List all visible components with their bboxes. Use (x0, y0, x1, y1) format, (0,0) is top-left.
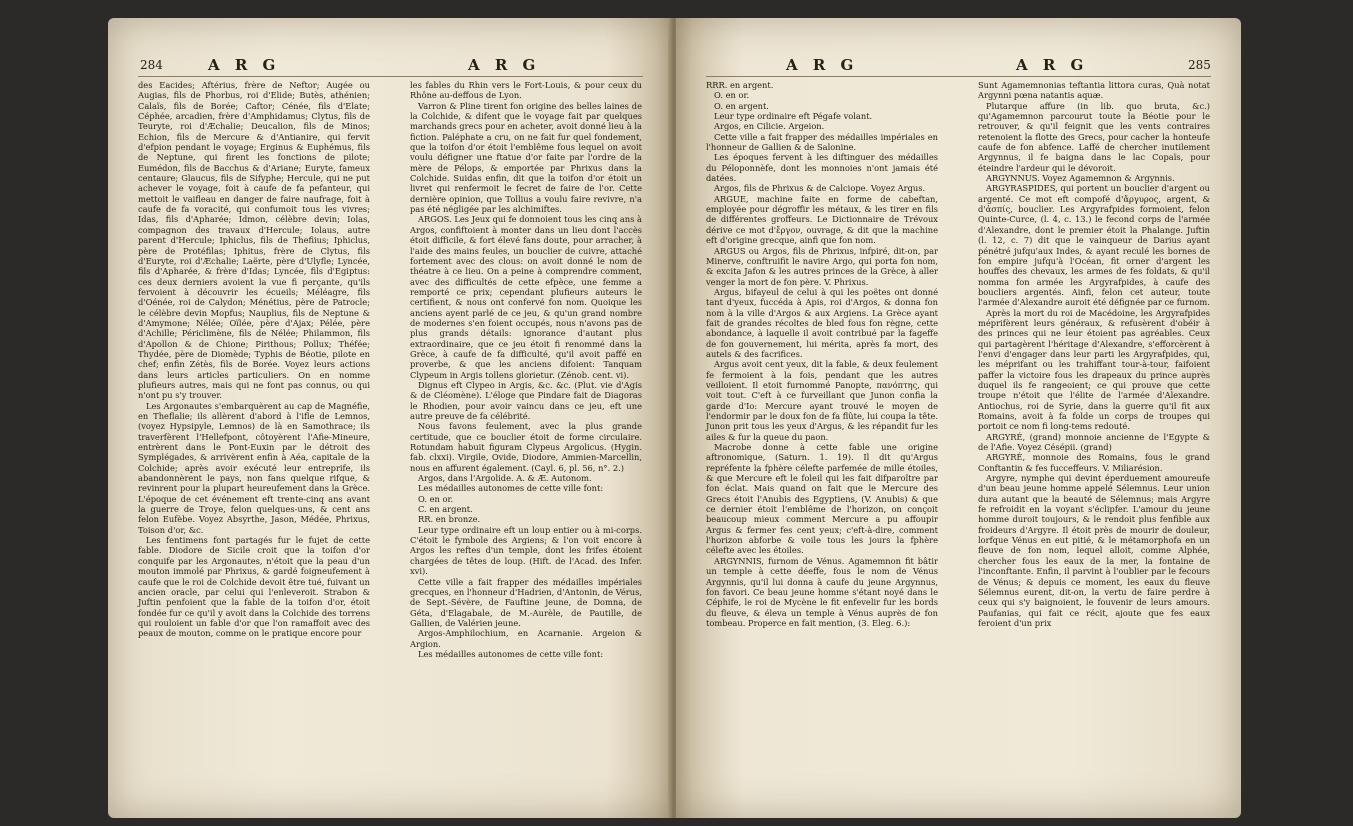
paragraph: ARGUE, machine faite en forme de cabeftan, employée pour dégroffir les métaux, & les tirer en fils de différentes groffeurs. Le Dictionnaire de Trévoux dérive ce mot d'ἔργον, ouvrage, & dit que la machine eft d'origine grecque, ainfi que fon nom. (706, 193, 938, 246)
paragraph: ARGYRASPIDES, qui portent un bouclier d'argent ou argenté. Ce mot eft compofé d'ἄργυρος, argent, & d'ἀσπίς, bouclier. Les Argyrafpides formoient, felon Quinte-Curce, (l. 4, c. 13.) le fecond corps de l'armée d'Alexandre, dont le premier étoit la Phalange. Juftin (l. 12, c. 7) dit que le vainqueur de Darius ayant pénétré jufqu'aux Indes, & ayant reculé les bornes de fon empire jufqu'à l'Océan, fit orner d'argent les houffes des chevaux, les armes de fes foldats, & qu'il nomma fon armée les Argyrafpides, à caufe des boucliers argentés. Ainfi, felon cet auteur, toute l'armée d'Alexandre auroit été défignée par ce furnom. (978, 183, 1210, 308)
paragraph: Argus avoit cent yeux, dit la fable, & deux feulement fe fermoient à la fois, pendant que les autres veilloient. Il etoit furnommé Panopte, πανόπτης, qui voit tout. C'eft à ce furveillant que Junon confia la garde d'Io: Mercure ayant trouvé le moyen de l'endormir par le doux fon de fa flûte, lui coupa la tête. Junon prit tous les yeux d'Argus, & les répandit fur les ailes & fur la queue du paon. (706, 359, 938, 442)
paragraph: ARGYRÉ, (grand) monnoie ancienne de l'Egypte & de l'Afie. Voyez Césépii. (grand) (978, 431, 1210, 453)
paragraph: Leur type ordinaire eft Pégafe volant. (714, 111, 873, 122)
paragraph: ARGYRÉ, monnoie des Romains, fous le grand Conftantin & fes fucceffeurs. V. Miliarésion. (978, 452, 1210, 473)
paragraph: ARGYNNUS. Voyez Agamemnon & Argynnis. (986, 173, 1175, 184)
left-page (108, 18, 673, 818)
paragraph: Nous favons feulement, avec la plus grande certitude, que ce bouclier étoit de forme circulaire. Rotundam habuit figuram Clypeus Argolicus. (Hygin. fab. clxxi). Virgile, Ovide, Diodore, Ammien-Marcellin, nous en affurent également. (Cayl. 6, pl. 56, n°. 2.) (410, 421, 642, 473)
paragraph: O. en or. (418, 493, 454, 504)
paragraph: Argos, fils de Phrixus & de Calciope. Voyez Argus. (714, 183, 926, 194)
paragraph: ARGYNNIS, furnom de Vénus. Agamemnon fit bâtir un temple à cette déeffe, fous le nom de Vénus Argynnis, qu'il lui donna à caufe du jeune Argynnus, fon favori. Ce beau jeune homme s'étant noyé dans le Céphife, le roi de Mycène le fit enfevelir fur les bords du fleuve, & éleva un temple à Vénus auprès de fon tombeau. Properce en fait mention, (3. Eleg. 6.): (706, 555, 938, 628)
left-header-rule (138, 76, 643, 77)
paragraph: C. en argent. (418, 504, 473, 515)
paragraph: Dignus eft Clypeo in Argis, &c. &c. (Plut. vie d'Agis & de Cléomène). L'éloge que Pindare fait de Diagoras le Rhodien, pour avoir vaincu dans ce jeu, eft une autre preuve de fa célébrité. (410, 379, 642, 421)
right-page (676, 18, 1241, 818)
left-running-head-2: A R G (468, 56, 541, 74)
paragraph: O. en or. (714, 90, 750, 101)
paragraph: des Eacides; Aftérius, frère de Neftor; Augée ou Augias, fils de Phorbus, roi d'Elide; Butès, athénien; Calaïs, fils de Borée; Caftor; Cénée, fils d'Elate; Céphée, arcadien, frère d'Amphidamus; Clytus, fils de Teuryte, roi d'Æchalie; Deucalion, fils de Minos; Echion, fils de Mercure & d'Antianire, qui fervit d'efpion pendant le voyage; Erginus & Euphémus, fils de Neptune, qui firent les fonctions de pilote; Eumédon, fils de Bacchus & d'Ariane; Euryte, fameux centaure; Glaucus, fils de Sifyphe; Hercule, qui ne put achever le voyage, foit à caufe de fa pefanteur, qui mettoit le vaifleau en danger de faire naufrage, foit à caufe de fa voracité, qui confumoit tous les vivres; Idas, fils d'Apharée; Idmon, célèbre devin; Iolas, compagnon des travaux d'Hercule; Iolaus, autre parent d'Hercule; Iphiclus, fils de Thefiius; Iphiclus, père de Protéfilas; Iphitus, frère de Clytus, fils d'Euryte, roi d'Æchalie; Laërte, père d'Ulyfle; Lyncée, fils d'Apharée, & frère d'Idas; Lyncée, fils d'Egiptus: ces deux derniers avoient la vue fi perçante, qu'ils fervoient à découvrir les écueils; Méléagre, fils d'Oénée, roi de Calydon; Ménétius, père de Patrocle; le célèbre devin Mopfus; Nauplius, fils de Neptune & d'Amymone; Nélée; Oïlée, père d'Ajax; Pélée, père d'Achille; Périclimène, fils de Nélée; Philammon, fils d'Apollon & de Chione; Pirithous; Pollux; Théfée; Thydée, père de Diomède; Typhis de Béotie, pilote en chef; enfin Zétès, fils de Borée. Voyez leurs actions dans leurs articles particuliers. On en nomme plufieurs autres, mais qui ne font pas connus, ou qui n'ont pu s'y trouver. (138, 80, 370, 401)
left-column-2 (410, 80, 642, 659)
paragraph: Les médailles autonomes de cette ville font: (418, 648, 604, 659)
paragraph: Plutarque affure (in lib. quo bruta, &c.) qu'Agamemnon parcourut toute la Béotie pour le retrouver, & qu'il feignit que les vents contraires retenoient la flotte des Grecs, pour cacher la honteufe caufe de fon abfence. Laffé de chercher inutilement Argynnus, il fe baigna dans le lac Copaïs, pour éteindre l'ardeur qui le dévoroit. (978, 100, 1210, 173)
paragraph: RR. en bronze. (418, 514, 481, 525)
paragraph: Argyre, nymphe qui devint éperduement amoureufe d'un beau jeune homme appelé Sélemnus. Leur union dura autant que la beauté de Sélemnus; mais Argyre fe refroidit en la voyant s'éclipfer. L'amour du jeune homme duroit toujours, & le rendoit plus fenfible aux froideurs d'Argyre. Il étoit près de mourir de douleur, lorfque Vénus en eut pitié, & le métamorphofa en un fleuve de fon nom, lequel alloit, comme Alphée, chercher fous les eaux de la mer, la fontaine de l'inconftante. Enfin, il parvint à l'oublier par le fecours de Vénus; & depuis ce moment, les eaux du fleuve Sélemnus eurent, dit-on, la vertu de faire perdre à ceux qui s'y baignoient, le fouvenir de leurs amours. Paufanias, qui fait ce récit, ajoute que fes eaux feroient d'un prix (978, 473, 1210, 628)
right-running-head-1: A R G (786, 56, 859, 74)
paragraph: Les Argonautes s'embarquèrent au cap de Magnéfie, en Theflalie; ils allèrent d'abord à l'ifle de Lemnos, (voyez Hypsipyle, Lemnos) de là en Samothrace; ils traverfèrent l'Hellefpont, côtoyèrent l'Afie-Mineure, entrèrent dans le Pont-Euxin par le détroit des Symplégades, & arrivèrent enfin à Aéa, capitale de la Colchide; après avoir exécuté leur entreprife, ils abandonnèrent le pays, non fans quelque rifque, & revinrent pour la plupart heureufement dans la Grèce. L'époque de cet événement eft trente-cinq ans avant la guerre de Troye, felon quelques-uns, & cent ans felon Eufèbe. Voyez Absyrthe, Jason, Médée, Phrixus, Toison d'or, &c. (138, 400, 370, 535)
paragraph: Argos, dans l'Argolide. A. & Æ. Autonom. (418, 473, 592, 484)
paragraph: RRR. en argent. (706, 80, 774, 90)
paragraph: Argos-Amphilochium, en Acarnanie. Argeion & Argion. (410, 628, 642, 649)
right-page-number: 285 (1188, 58, 1211, 72)
paragraph: ARGUS ou Argos, fils de Phrixus, infpiré, dit-on, par Minerve, conftruifit le navire Argo, qui porta fon nom, & excita Jafon & les autres princes de la Grèce, à aller venger la mort de fon père. V. Phrixus. (706, 245, 938, 287)
paragraph: Les fentimens font partagés fur le fujet de cette fable. Diodore de Sicile croit que la toifon d'or conquife par les Argonautes, n'étoit que la peau d'un mouton immolé par Phrixus, & gardé foigneufement à caufe que le roi de Colchide devoit être tué, fuivant un ancien oracle, par celui qui l'enleveroit. Strabon & Juftin penfoient que la fable de la toifon d'or, étoit fondée fur ce qu'il y avoit dans la Colchide des torrens qui rouloient un fable d'or que l'on ramaffoit avec des peaux de mouton, comme on le pratique encore pour (138, 535, 370, 639)
left-column-1 (138, 80, 370, 639)
paragraph: ARGOS. Les Jeux qui fe donnoient tous les cinq ans à Argos, confiftoient à monter dans un lieu dont l'accès étoit difficile, & fort élevé fans doute, pour arracher, à l'aide des mains feules, un bouclier de cuivre, attaché fortement avec des clous: on avoit donné le nom de théatre à ce lieu. On a peine à comprendre comment, avec des difficultés de cette efpèce, une femme a remporté ce prix; cependant plufieurs auteurs le certifient, & nous ont confervé fon nom. Quoique les anciens ayent parlé de ce jeu, & qu'un grand nombre de modernes s'en foient occupés, nous n'avons pas de plus grands détails: ignorance d'autant plus extraordinaire, que ce jeu étoit fi renommé dans la Grèce, à caufe de fa difficulté, qu'il avoit paffé en proverbe, & que les anciens difoient: Tanquam Clypeum in Argis tollens glorietur. (Zénob. cent. vi). (410, 214, 642, 380)
paragraph: Leur type ordinaire eft un loup entier ou à mi-corps. C'étoit le fymbole des Argiens; & l'on voit encore à Argos les reftes d'un temple, dont les frifes étoient chargées de têtes de loup. (Hift. de l'Acad. des Infer. xvi). (410, 524, 642, 577)
paragraph: Macrobe donne à cette fable une origine aftronomique, (Saturn. 1. 19). Il dit qu'Argus repréfente la fphère célefte parfemée de mille étoiles, & que Mercure eft le foleil qui les fait difparoître par fon éclat. Mais quand on fait que le Mercure des Grecs étoit l'Anubis des Egyptiens, (V. Anubis) & que ce dernier étoit l'emblême de l'horizon, on conçoit beaucoup mieux comment Mercure a pu affoupir Argus & fermer fes cent yeux; c'eft-à-dire, comment l'horizon abforbe & voile tous les jours la fphère célefte avec les étoiles. (706, 442, 938, 556)
left-page-number: 284 (140, 58, 163, 72)
paragraph: Varron & Pline tirent fon origine des belles laines de la Colchide, & difent que le voyage fait par quelques marchands grecs pour en acheter, avoit donné lieu à la fiction. Paléphate a cru, on ne fait fur quel fondement, que la toifon d'or étoit l'emblême fous lequel on avoit voulu défigner une ftatue d'or faite par l'ordre de la mère de Pélops, & emportée par Phrixus dans la Colchide. Suidas enfin, dit que la toifon d'or étoit un livret qui renfermoit le fecret de faire de l'or. Cette dernière opinion, que Tollius a voulu faire revivre, n'a pas été négligée par les alchimiftes. (410, 100, 642, 215)
right-column-1 (706, 80, 938, 628)
right-column-2 (978, 80, 1210, 628)
paragraph: Cette ville a fait frapper des médailles impériales grecques, en l'honneur d'Hadrien, d'Antonin, de Vérus, de Sept.-Sévère, de Fauftine jeune, de Domna, de Géta, d'Elagabale, de M.-Aurèle, de Pautille, de Gallien, de Valérien jeune. (410, 576, 642, 628)
paragraph: Cette ville a fait frapper des médailles impériales en l'honneur de Gallien & de Salonine. (706, 131, 938, 153)
paragraph: O. en argent. (714, 100, 769, 111)
paragraph: les fables du Rhin vers le Fort-Louis, & pour ceux du Rhône au-deffous de Lyon. (410, 80, 642, 101)
paragraph: Les médailles autonomes de cette ville font: (418, 483, 604, 494)
paragraph: Après la mort du roi de Macédoine, les Argyrafpides méprifèrent leurs généraux, & refusèrent d'obéir à des princes qui ne leur étoient pas agréables. Ceux qui partagèrent l'héritage d'Alexandre, s'efforcèrent à l'envi d'engager dans leur parti les Argyrafpides, qui, les méprifant ou les trahiffant tour-à-tour, faifoient paffer la victoire fous les drapeaux du prince auprès duquel ils fe rangeoient; ce qui prouve que cette troupe n'étoit que l'élite de l'armée d'Alexandre. Antiochus, roi de Syrie, dans la guerre qu'il fit aux Romains, avoit à fa folde un corps de troupes qui portoit ce nom fi long-tems redouté. (978, 307, 1210, 432)
left-running-head-1: A R G (208, 56, 281, 74)
right-running-head-2: A R G (1016, 56, 1089, 74)
paragraph: Argus, bifayeul de celui à qui les poëtes ont donné tant d'yeux, fuccéda à Apis, roi d'Argos, & donna fon nom à la ville d'Argos & aux Argiens. La Grèce ayant fait de grandes récoltes de bled fous fon règne, cette abondance, à laquelle il avoit contribué par la fageffe de fon gouvernement, lui mérita, après fa mort, des autels & des facrifices. (706, 286, 938, 359)
paragraph: Argos, en Cilicie. Argeion. (714, 121, 825, 132)
paragraph: Les époques fervent à les diftinguer des médailles du Péloponnèfe, dont les monnoies n'ont jamais été datées. (706, 152, 938, 184)
paragraph: Sunt Agamemnonias teftantia littora curas, Quà notat Argynni pœna natantis aquæ. (978, 80, 1210, 101)
right-header-rule (706, 76, 1211, 77)
